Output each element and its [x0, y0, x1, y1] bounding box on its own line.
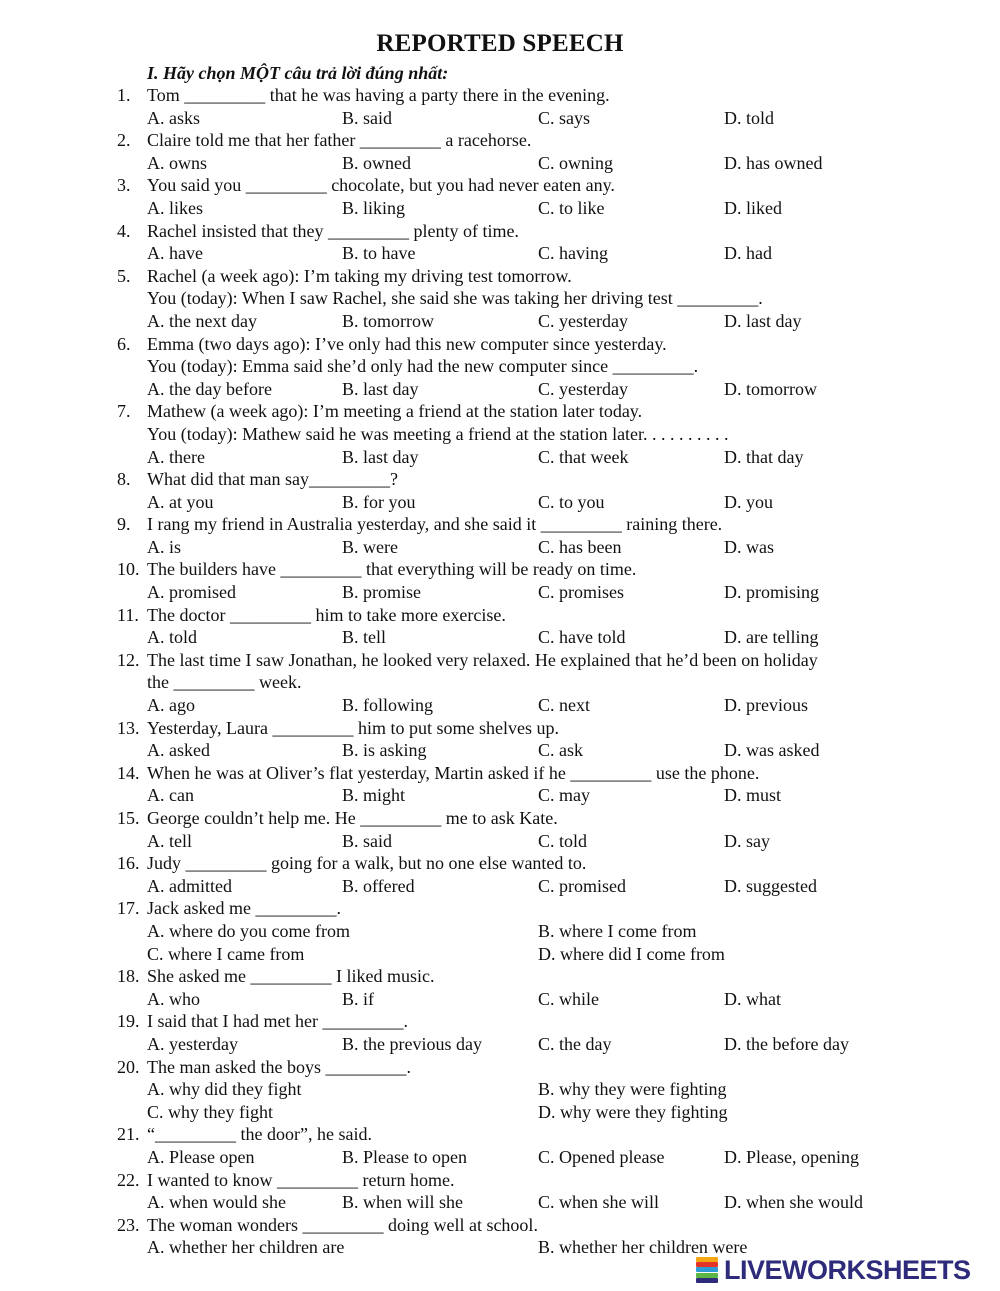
option-b[interactable]: B. to have [342, 243, 416, 264]
options-row [0, 784, 1000, 807]
question-number: 20. [117, 1056, 140, 1077]
question-number: 12. [117, 649, 140, 670]
question-number: 4. [117, 220, 131, 241]
question-number: 14. [117, 762, 140, 783]
logo-mark-icon [696, 1257, 720, 1283]
question-line [0, 468, 1000, 491]
option-d[interactable]: D. told [724, 107, 775, 128]
option-a[interactable]: A. told [147, 627, 198, 648]
option-b[interactable]: B. whether her children were [538, 1237, 748, 1258]
option-b[interactable]: B. when will she [342, 1192, 463, 1213]
option-b[interactable]: B. the previous day [342, 1033, 482, 1054]
question-list [0, 84, 1000, 1259]
question-line [0, 220, 1000, 243]
worksheet-title: REPORTED SPEECH [376, 30, 624, 57]
question-text: Claire told me that her father _________ a racehorse. [147, 130, 532, 151]
option-c[interactable]: C. ask [538, 740, 583, 761]
option-a[interactable]: A. the next day [147, 310, 257, 331]
option-d[interactable]: D. was asked [724, 740, 820, 761]
question-number: 11. [117, 604, 139, 625]
options-row [0, 1101, 1000, 1124]
option-d[interactable]: D. tomorrow [724, 378, 817, 399]
question-text: “_________ the door”, he said. [147, 1124, 372, 1145]
option-d[interactable]: D. why were they fighting [538, 1101, 728, 1122]
question-text: I wanted to know _________ return home. [147, 1169, 455, 1190]
option-c[interactable]: C. having [538, 243, 608, 264]
option-a[interactable]: A. where do you come from [147, 920, 350, 941]
option-c[interactable]: C. the day [538, 1033, 612, 1054]
question-text: Rachel insisted that they _________ plenty of time. [147, 220, 519, 241]
options-row [0, 197, 1000, 220]
option-c[interactable]: C. that week [538, 446, 629, 467]
option-c[interactable]: C. promised [538, 875, 626, 896]
option-c[interactable]: C. told [538, 830, 588, 851]
question-text: Mathew (a week ago): I’m meeting a friend at the station later today. [147, 401, 643, 422]
question-line [0, 965, 1000, 988]
option-b[interactable]: B. last day [342, 378, 419, 399]
question-line [0, 671, 1000, 694]
question-line [0, 513, 1000, 536]
question-text: Rachel (a week ago): I’m taking my driving test tomorrow. [147, 265, 572, 286]
option-c[interactable]: C. may [538, 785, 590, 806]
option-d[interactable]: D. suggested [724, 875, 817, 896]
question-number: 15. [117, 808, 140, 828]
logo-stripe [696, 1267, 718, 1272]
option-d[interactable]: D. that day [724, 446, 804, 467]
options-row [0, 1146, 1000, 1169]
question-line [0, 333, 1000, 356]
option-b[interactable]: B. is asking [342, 740, 427, 761]
option-a[interactable]: A. at you [147, 491, 214, 512]
option-a[interactable]: A. there [147, 446, 205, 467]
option-a[interactable]: A. owns [147, 152, 208, 173]
question-text: She asked me _________ I liked music. [147, 966, 435, 987]
question-text: The woman wonders _________ doing well at school. [147, 1214, 538, 1235]
question-line [0, 1214, 1000, 1237]
question-number: 19. [117, 1011, 140, 1032]
option-a[interactable]: A. asked [147, 740, 210, 761]
option-a[interactable]: A. admitted [147, 875, 232, 896]
question-text: You said you _________ chocolate, but you had never eaten any. [147, 175, 615, 196]
option-a[interactable]: A. ago [147, 695, 195, 716]
question-line [0, 762, 1000, 785]
question-text: The builders have _________ that everything will be ready on time. [147, 559, 637, 580]
option-b[interactable]: B. might [342, 785, 406, 806]
options-row [0, 446, 1000, 469]
option-c[interactable]: C. why they fight [147, 1101, 273, 1122]
option-c[interactable]: C. have told [538, 627, 626, 648]
question-number: 6. [117, 333, 131, 354]
option-d[interactable]: D. promising [724, 582, 820, 603]
question-line [0, 1056, 1000, 1079]
question-number: 8. [117, 469, 131, 490]
logo-stripe [696, 1278, 718, 1283]
option-c[interactable]: C. says [538, 107, 591, 128]
question-line [0, 355, 1000, 378]
question-text: What did that man say_________? [147, 469, 398, 490]
option-a[interactable]: A. when would she [147, 1192, 286, 1213]
option-c[interactable]: C. promises [538, 582, 625, 603]
question-text: The doctor _________ him to take more exercise. [147, 604, 506, 625]
question-line [0, 649, 1000, 672]
question-number: 10. [117, 559, 140, 580]
question-line [0, 604, 1000, 627]
option-a[interactable]: A. asks [147, 107, 200, 128]
question-line [0, 84, 1000, 107]
options-row [0, 739, 1000, 762]
option-d[interactable]: D. last day [724, 310, 802, 331]
options-row [0, 694, 1000, 717]
question-text: Judy _________ going for a walk, but no one else wanted to. [147, 853, 587, 874]
question-line [0, 897, 1000, 920]
option-d[interactable]: D. was [724, 536, 774, 557]
question-text: Tom _________ that he was having a party there in the evening. [147, 85, 610, 105]
option-a[interactable]: A. promised [147, 582, 236, 603]
question-text: The man asked the boys _________. [147, 1056, 411, 1077]
option-b[interactable]: B. promise [342, 582, 421, 603]
option-a[interactable]: A. the day before [147, 378, 272, 399]
option-b[interactable]: B. Please to open [342, 1146, 467, 1167]
options-row [0, 310, 1000, 333]
option-b[interactable]: B. where I come from [538, 920, 697, 941]
option-d[interactable]: D. what [724, 988, 781, 1009]
liveworksheets-logo [696, 1254, 971, 1286]
option-d[interactable]: D. liked [724, 197, 782, 218]
option-a[interactable]: A. whether her children are [147, 1237, 345, 1258]
option-c[interactable]: C. next [538, 695, 590, 716]
options-row [0, 1078, 1000, 1101]
option-d[interactable]: D. Please, opening [724, 1146, 859, 1167]
question-line [0, 423, 1000, 446]
option-c[interactable]: C. yesterday [538, 378, 628, 399]
question-number: 16. [117, 853, 140, 874]
option-b[interactable]: B. following [342, 695, 434, 716]
question-text: You (today): Emma said she’d only had the new computer since _________. [147, 356, 699, 377]
option-d[interactable]: D. must [724, 785, 782, 806]
question-number: 23. [117, 1214, 140, 1235]
option-a[interactable]: A. why did they fight [147, 1079, 302, 1100]
option-b[interactable]: B. if [342, 988, 375, 1009]
option-b[interactable]: B. why they were fighting [538, 1079, 727, 1100]
question-line [0, 717, 1000, 740]
question-text: George couldn’t help me. He _________ me to ask Kate. [147, 808, 558, 828]
option-d[interactable]: D. where did I come from [538, 943, 725, 964]
option-b[interactable]: B. liking [342, 197, 406, 218]
question-number: 5. [117, 265, 131, 286]
options-row [0, 920, 1000, 943]
options-row [0, 1033, 1000, 1056]
question-number: 2. [117, 130, 131, 151]
question-text: Yesterday, Laura _________ him to put some shelves up. [147, 717, 559, 738]
option-b[interactable]: B. tomorrow [342, 310, 434, 331]
question-number: 13. [117, 717, 140, 738]
option-a[interactable]: A. can [147, 785, 194, 806]
question-line [0, 265, 1000, 288]
option-b[interactable]: B. were [342, 536, 398, 557]
question-text: You (today): Mathew said he was meeting a friend at the station later. . . . . . . . . . [147, 423, 729, 444]
options-row [0, 1191, 1000, 1214]
option-b[interactable]: B. owned [342, 152, 411, 173]
question-number: 18. [117, 966, 140, 987]
question-text: the _________ week. [147, 672, 302, 693]
option-a[interactable]: A. Please open [147, 1146, 255, 1167]
question-line [0, 807, 1000, 830]
option-d[interactable]: D. you [724, 491, 773, 512]
option-a[interactable]: A. have [147, 243, 203, 264]
question-line [0, 287, 1000, 310]
option-a[interactable]: A. who [147, 988, 200, 1009]
question-text: When he was at Oliver’s flat yesterday, Martin asked if he _________ use the phone. [147, 762, 760, 783]
question-line [0, 1123, 1000, 1146]
option-d[interactable]: D. previous [724, 695, 808, 716]
option-c[interactable]: C. Opened please [538, 1146, 665, 1167]
logo-text: LIVEWORKSHEETS [724, 1254, 971, 1285]
option-b[interactable]: B. said [342, 107, 393, 128]
question-number: 3. [117, 175, 131, 196]
options-row [0, 830, 1000, 853]
options-row [0, 378, 1000, 401]
options-row [0, 107, 1000, 130]
option-d[interactable]: D. has owned [724, 152, 823, 173]
option-b[interactable]: B. tell [342, 627, 386, 648]
options-row [0, 491, 1000, 514]
question-line [0, 400, 1000, 423]
question-number: 22. [117, 1169, 140, 1190]
option-b[interactable]: B. said [342, 830, 393, 851]
options-row [0, 152, 1000, 175]
option-c[interactable]: C. to like [538, 197, 605, 218]
option-d[interactable]: D. had [724, 243, 772, 264]
question-text: The last time I saw Jonathan, he looked very relaxed. He explained that he’d been on holiday [147, 649, 818, 670]
question-text: You (today): When I saw Rachel, she said she was taking her driving test _________. [147, 288, 763, 309]
option-c[interactable]: C. owning [538, 152, 614, 173]
options-row [0, 536, 1000, 559]
question-text: Jack asked me _________. [147, 898, 341, 919]
options-row [0, 875, 1000, 898]
option-c[interactable]: C. has been [538, 536, 622, 557]
question-number: 9. [117, 514, 131, 535]
option-d[interactable]: D. when she would [724, 1192, 863, 1213]
question-number: 7. [117, 401, 131, 422]
option-d[interactable]: D. the before day [724, 1033, 849, 1054]
option-a[interactable]: A. tell [147, 830, 192, 851]
option-c[interactable]: C. when she will [538, 1192, 659, 1213]
option-a[interactable]: A. yesterday [147, 1033, 238, 1054]
option-a[interactable]: A. likes [147, 197, 203, 218]
question-number: 21. [117, 1124, 140, 1145]
question-line [0, 852, 1000, 875]
option-b[interactable]: B. for you [342, 491, 416, 512]
option-a[interactable]: A. is [147, 536, 182, 557]
option-c[interactable]: C. where I came from [147, 943, 305, 964]
logo-stripe [696, 1273, 718, 1278]
question-number: 1. [117, 85, 131, 105]
option-c[interactable]: C. yesterday [538, 310, 628, 331]
option-b[interactable]: B. offered [342, 875, 415, 896]
question-text: I said that I had met her _________. [147, 1011, 408, 1032]
question-line [0, 1010, 1000, 1033]
options-row [0, 943, 1000, 966]
options-row [0, 581, 1000, 604]
question-line [0, 1169, 1000, 1192]
instruction: I. Hãy chọn MỘT câu trả lời đúng nhất: [147, 63, 449, 83]
option-d[interactable]: D. say [724, 830, 770, 851]
option-b[interactable]: B. last day [342, 446, 419, 467]
options-row [0, 626, 1000, 649]
question-text: Emma (two days ago): I’ve only had this new computer since yesterday. [147, 333, 667, 354]
options-row [0, 988, 1000, 1011]
option-c[interactable]: C. while [538, 988, 599, 1009]
question-line [0, 174, 1000, 197]
option-d[interactable]: D. are telling [724, 627, 819, 648]
options-row [0, 242, 1000, 265]
option-c[interactable]: C. to you [538, 491, 605, 512]
question-number: 17. [117, 898, 140, 919]
question-line [0, 129, 1000, 152]
question-line [0, 558, 1000, 581]
question-text: I rang my friend in Australia yesterday, and she said it _________ raining there. [147, 514, 723, 535]
